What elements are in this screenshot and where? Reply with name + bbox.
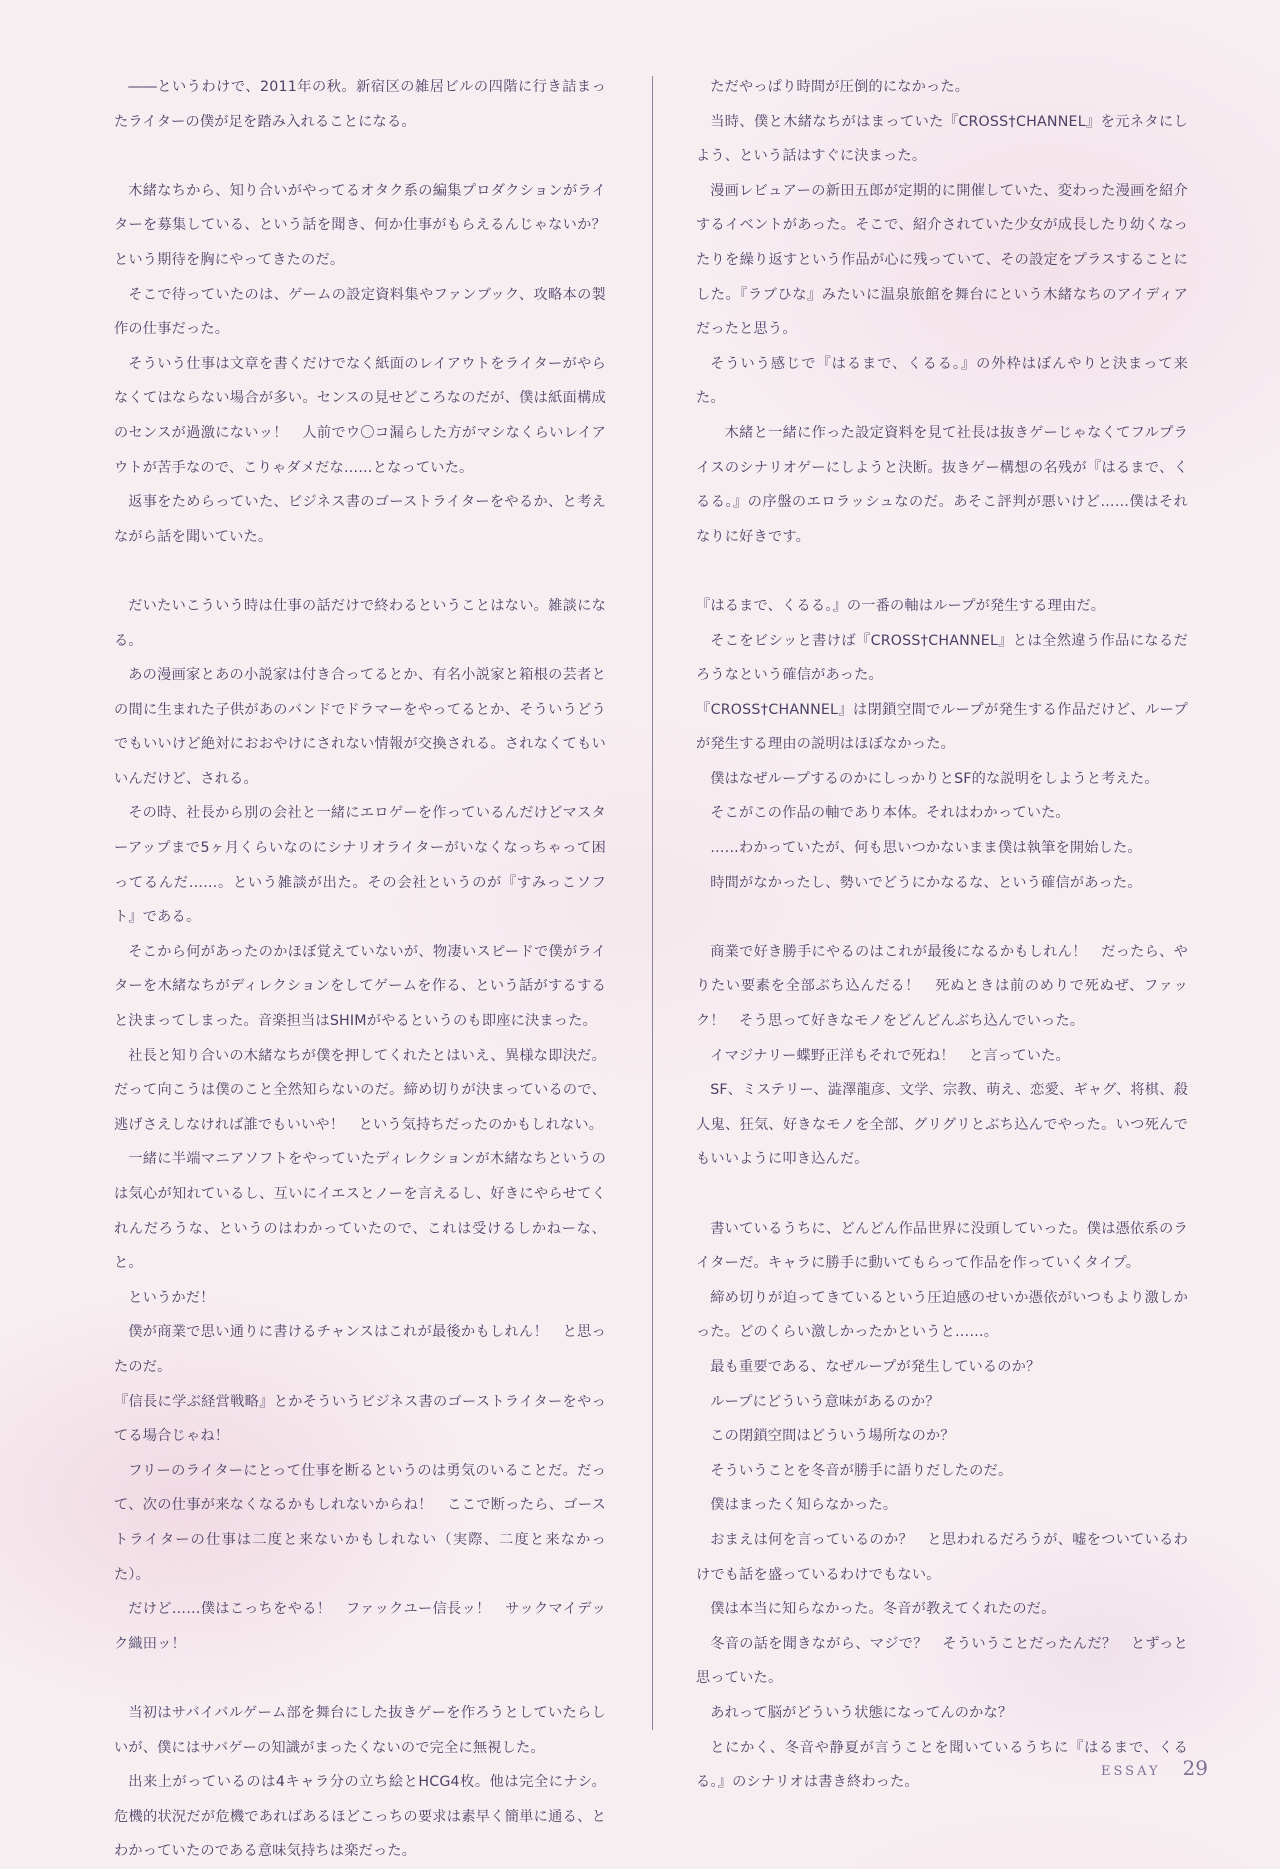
paragraph: イマジナリー蝶野正洋もそれで死ね！ と言っていた。: [710, 1047, 1070, 1064]
paragraph: そういう感じで『はるまで、くるる。』の外枠はぼんやりと決まって来た。: [696, 355, 1188, 407]
essay-left-column: [114, 70, 621, 1869]
paragraph: とにかく、冬音や静夏が言うことを聞いているうちに『はるまで、くるる。』のシナリオは書き終わった。: [696, 1739, 1188, 1791]
paragraph: 時間がなかったし、勢いでどうにかなるな、という確信があった。: [710, 874, 1142, 891]
paragraph: 『信長に学ぶ経営戦略』とかそういうビジネス書のゴーストライターをやってる場合じゃね！: [114, 1393, 606, 1445]
paragraph: SF、ミステリー、澁澤龍彦、文学、宗教、萌え、恋愛、ギャグ、将棋、殺人鬼、狂気、好きなモノを全部、グリグリとぶち込んでやった。いつ死んでもいいように叩き込んだ。: [696, 1082, 1188, 1168]
paragraph: 漫画レビュアーの新田五郎が定期的に開催していた、変わった漫画を紹介するイベントがあった。そこで、紹介されていた少女が成長したり幼くなったりを繰り返すという作品が心に残っていて、その設定をプラスすることにした。『ラブひな』みたいに温泉旅館を舞台にという木緒なちのアイディアだったと思う。: [696, 182, 1188, 338]
paragraph: おまえは何を言っているのか？ と思われるだろうが、嘘をついているわけでも話を盛っているわけでもない。: [696, 1531, 1188, 1583]
paragraph: 冬音の話を聞きながら、マジで？ そういうことだったんだ？ とずっと思っていた。: [696, 1635, 1188, 1687]
paragraph: この閉鎖空間はどういう場所なのか？: [710, 1428, 955, 1445]
paragraph: フリーのライターにとって仕事を断るというのは勇気のいることだ。だって、次の仕事が来なくなるかもしれないからね！ ここで断ったら、ゴーストライターの仕事は二度と来ないかもしれない（実際、二度と来なかった）。: [114, 1462, 606, 1583]
paragraph: ループにどういう意味があるのか？: [710, 1393, 940, 1410]
paragraph: 締め切りが迫ってきているという圧迫感のせいか憑依がいつもより激しかった。どのくらい激しかったかというと……。: [696, 1289, 1188, 1341]
paragraph: 『CROSS†CHANNEL』は閉鎖空間でループが発生する作品だけど、ループが発生する理由の説明はほぼなかった。: [696, 701, 1188, 753]
page-number: 29: [1182, 1756, 1208, 1780]
paragraph: そこをビシッと書けば『CROSS†CHANNEL』とは全然違う作品になるだろうなという確信があった。: [696, 632, 1188, 684]
page-footer: [1101, 1756, 1208, 1780]
paragraph: というかだ！: [128, 1289, 215, 1306]
paragraph: そういう仕事は文章を書くだけでなく紙面のレイアウトをライターがやらなくてはならない場合が多い。センスの見せどころなのだが、僕は紙面構成のセンスが過激にないッ！ 人前でウ〇コ漏らした方がマシなくらいレイアウトが苦手なので、こりゃダメだな……となっていた。: [114, 355, 606, 476]
paragraph: だけど……僕はこっちをやる！ ファックユー信長ッ！ サックマイデック織田ッ！: [114, 1601, 606, 1652]
paragraph: 書いているうちに、どんどん作品世界に没頭していった。僕は憑依系のライターだ。キャラに勝手に動いてもらって作品を作っていくタイプ。: [696, 1220, 1188, 1272]
paragraph: ……わかっていたが、何も思いつかないまま僕は執筆を開始した。: [710, 840, 1142, 857]
paragraph: 商業で好き勝手にやるのはこれが最後になるかもしれん！ だったら、やりたい要素を全部ぶち込んだる！ 死ぬときは前のめりで死ぬぜ、ファック！ そう思って好きなモノをどんどんぶち込んでいった。: [696, 943, 1188, 1030]
paragraph: 僕は本当に知らなかった。冬音が教えてくれたのだ。: [710, 1601, 1056, 1618]
paragraph: あれって脳がどういう状態になってんのかな？: [710, 1704, 1013, 1721]
paragraph: あの漫画家とあの小説家は付き合ってるとか、有名小説家と箱根の芸者との間に生まれた子供があのバンドでドラマーをやってるとか、そういうどうでもいいけど絶対におおやけにされない情報が交換される。されなくてもいいんだけど、される。: [114, 667, 606, 787]
paragraph: 社長と知り合いの木緒なちが僕を押してくれたとはいえ、異様な即決だ。だって向こうは僕のこと全然知らないのだ。締め切りが決まっているので、逃げさえしなければ誰でもいいや！ という気持ちだったのかもしれない。: [114, 1047, 606, 1133]
paragraph: 当初はサバイバルゲーム部を舞台にした抜きゲーを作ろうとしていたらしいが、僕にはサバゲーの知識がまったくないので完全に無視した。: [114, 1704, 606, 1756]
paragraph: そこで待っていたのは、ゲームの設定資料集やファンブック、攻略本の製作の仕事だった。: [114, 286, 606, 338]
essay-right-column: [696, 70, 1188, 1800]
paragraph: 一緒に半端マニアソフトをやっていたディレクションが木緒なちというのは気心が知れているし、互いにイエスとノーを言えるし、好きにやらせてくれんだろうな、というのはわかっていたので、これは受けるしかねーな、と。: [114, 1151, 606, 1272]
paragraph: 当時、僕と木緒なちがはまっていた『CROSS†CHANNEL』を元ネタにしよう、という話はすぐに決まった。: [696, 113, 1189, 165]
paragraph: 『はるまで、くるる。』の一番の軸はループが発生する理由だ。: [696, 597, 1106, 614]
paragraph: そこから何があったのかほぼ覚えていないが、物凄いスピードで僕がライターを木緒なちがディレクションをしてゲームを作る、という話がするすると決まってしまった。音楽担当はSHIMがやるというのも即座に決まった。: [114, 943, 606, 1030]
paragraph: 出来上がっているのは4キャラ分の立ち絵とHCG4枚。他は完全にナシ。危機的状況だが危機であればあるほどこっちの要求は素早く簡単に通る、とわかっていたのである意味気持ちは楽だった。: [114, 1774, 606, 1860]
section-label: ESSAY: [1101, 1764, 1161, 1779]
column-divider: [652, 76, 653, 1730]
paragraph: 僕はまったく知らなかった。: [710, 1497, 898, 1514]
paragraph: 木緒と一緒に作った設定資料を見て社長は抜きゲーじゃなくてフルプライスのシナリオゲーにしようと決断。抜きゲー構想の名残が『はるまで、くるる。』の序盤のエロラッシュなのだ。あそこ評判が悪いけど……僕はそれなりに好きです。: [696, 424, 1188, 545]
paragraph: 返事をためらっていた、ビジネス書のゴーストライターをやるか、と考えながら話を聞いていた。: [114, 494, 606, 545]
paragraph: その時、社長から別の会社と一緒にエロゲーを作っているんだけどマスターアップまで5ヶ月くらいなのにシナリオライターがいなくなっちゃって困ってるんだ……。という雑談が出た。その会社というのが『すみっこソフト』である。: [114, 805, 606, 926]
paragraph: そういうことを冬音が勝手に語りだしたのだ。: [710, 1462, 1013, 1479]
paragraph: 僕が商業で思い通りに書けるチャンスはこれが最後かもしれん！ と思ったのだ。: [114, 1324, 606, 1375]
paragraph: 最も重要である、なぜループが発生しているのか？: [710, 1358, 1041, 1375]
paragraph: そこがこの作品の軸であり本体。それはわかっていた。: [710, 805, 1070, 822]
paragraph: ――というわけで、2011年の秋。新宿区の雑居ビルの四階に行き詰まったライターの僕が足を踏み入れることになる。: [114, 79, 606, 130]
paragraph: 僕はなぜループするのかにしっかりとSF的な説明をしようと考えた。: [710, 770, 1159, 787]
paragraph: ただやっぱり時間が圧倒的になかった。: [710, 79, 970, 95]
paragraph: だいたいこういう時は仕事の話だけで終わるということはない。雑談になる。: [114, 597, 606, 649]
paragraph: 木緒なちから、知り合いがやってるオタク系の編集プロダクションがライターを募集している、という話を聞き、何か仕事がもらえるんじゃないか？ という期待を胸にやってきたのだ。: [114, 182, 621, 268]
